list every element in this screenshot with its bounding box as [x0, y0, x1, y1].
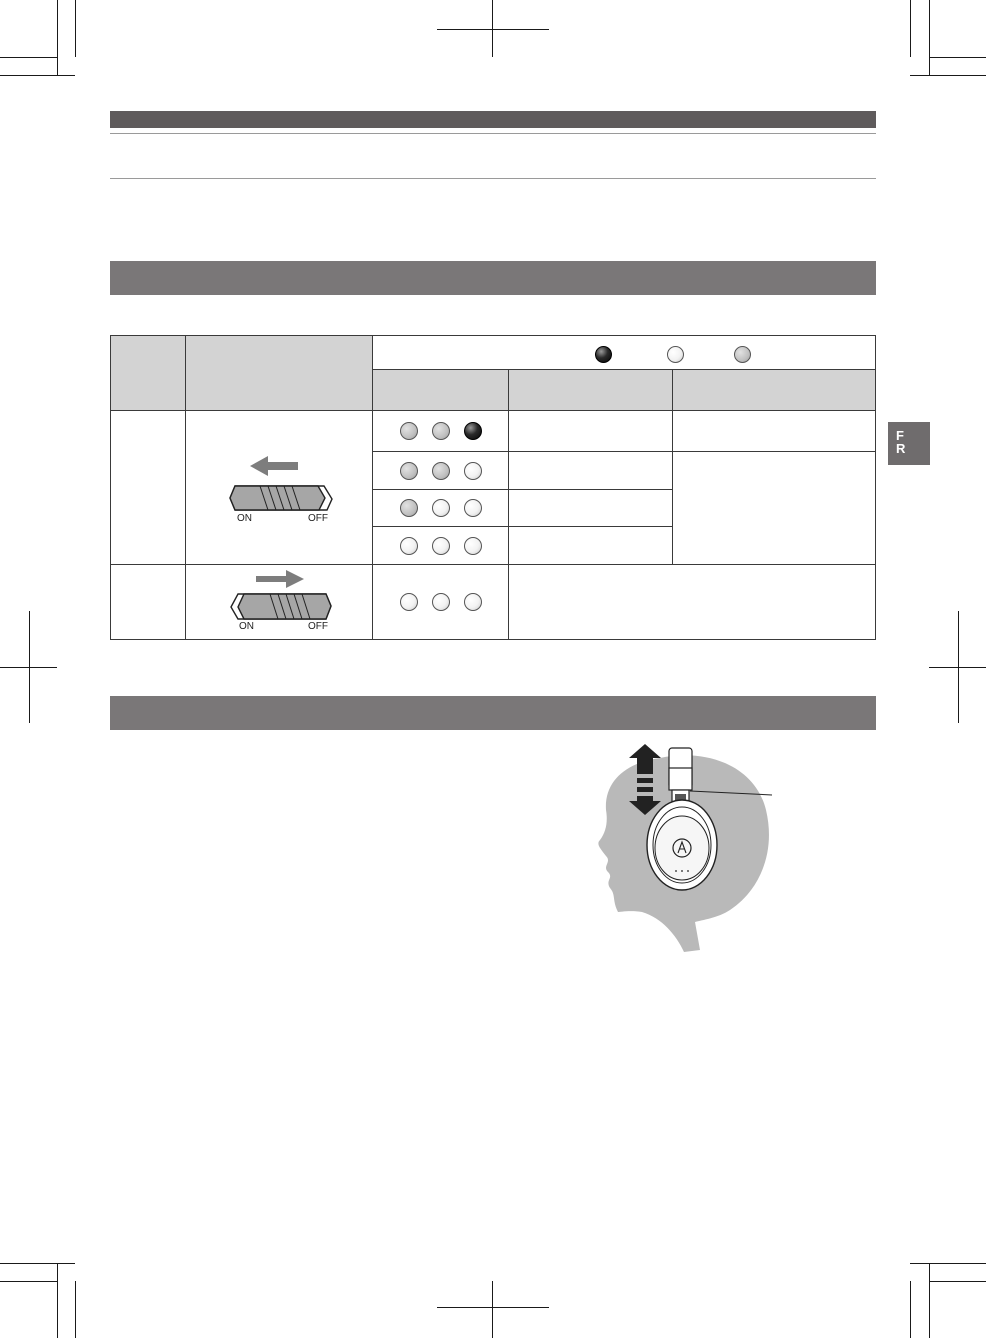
language-tab	[888, 422, 930, 465]
switch-on-cell	[186, 411, 373, 565]
table-header-cell	[509, 370, 673, 411]
led-white-icon	[432, 537, 450, 555]
table-header-cell	[673, 370, 876, 411]
led-grey-icon	[432, 462, 450, 480]
crop-mark	[0, 57, 57, 58]
status-cell	[673, 452, 876, 565]
crop-mark	[929, 667, 986, 668]
power-switch-off-icon	[186, 565, 372, 639]
crop-mark	[0, 75, 75, 76]
crop-mark	[0, 1281, 57, 1282]
switch-off-label: OFF	[308, 621, 328, 632]
led-grey-icon	[400, 499, 418, 517]
led-white-icon	[432, 499, 450, 517]
crop-mark	[910, 1263, 986, 1264]
crop-mark	[929, 1281, 986, 1282]
divider	[110, 178, 876, 179]
status-cell	[509, 411, 673, 452]
led-pattern-cell	[373, 411, 509, 452]
crop-mark	[75, 0, 76, 57]
divider	[110, 133, 876, 134]
led-white-icon	[400, 537, 418, 555]
switch-off-label: OFF	[308, 513, 328, 524]
crop-mark	[57, 0, 58, 75]
crop-mark	[492, 1281, 493, 1338]
led-pattern-cell	[373, 452, 509, 490]
led-white-icon	[400, 593, 418, 611]
indicator-legend-cell	[373, 336, 876, 370]
led-white-icon	[464, 537, 482, 555]
status-cell	[509, 527, 673, 565]
led-grey-icon	[734, 346, 751, 363]
battery-indicator-table	[110, 335, 876, 640]
switch-on-label: ON	[237, 513, 252, 524]
crop-mark	[57, 1263, 58, 1338]
power-switch-on-icon	[186, 411, 372, 563]
table-header-cell	[373, 370, 509, 411]
language-tab-letter: F	[896, 428, 904, 443]
status-cell	[509, 490, 673, 527]
led-white-icon	[667, 346, 684, 363]
led-grey-icon	[400, 422, 418, 440]
crop-mark	[910, 1281, 911, 1338]
headphone-wearing-illustration	[590, 740, 780, 955]
power-state-cell	[111, 565, 186, 640]
crop-mark	[492, 0, 493, 57]
led-white-icon	[464, 593, 482, 611]
crop-mark	[910, 75, 986, 76]
led-pattern-cell	[373, 565, 509, 640]
led-grey-icon	[400, 462, 418, 480]
led-dark-icon	[595, 346, 612, 363]
table-header-cell	[111, 336, 186, 411]
led-white-icon	[464, 499, 482, 517]
led-white-icon	[464, 462, 482, 480]
led-pattern-cell	[373, 527, 509, 565]
table-header-cell	[186, 336, 373, 411]
led-white-icon	[432, 593, 450, 611]
led-dark-icon	[464, 422, 482, 440]
power-state-cell	[111, 411, 186, 565]
section-header-bar-wearing	[110, 696, 876, 730]
switch-on-label: ON	[239, 621, 254, 632]
crop-mark	[75, 1281, 76, 1338]
led-pattern-cell	[373, 490, 509, 527]
chapter-header-bar	[110, 111, 876, 128]
crop-mark	[929, 57, 986, 58]
status-cell	[509, 565, 876, 640]
crop-mark	[437, 1307, 549, 1308]
switch-off-cell	[186, 565, 373, 640]
crop-mark	[929, 1263, 930, 1338]
crop-mark	[929, 0, 930, 75]
crop-mark	[0, 667, 57, 668]
status-cell	[673, 411, 876, 452]
language-tab-letter: R	[896, 441, 906, 456]
crop-mark	[0, 1263, 75, 1264]
section-header-bar-indicator	[110, 261, 876, 295]
crop-mark	[437, 29, 549, 30]
led-grey-icon	[432, 422, 450, 440]
crop-mark	[910, 0, 911, 57]
status-cell	[509, 452, 673, 490]
